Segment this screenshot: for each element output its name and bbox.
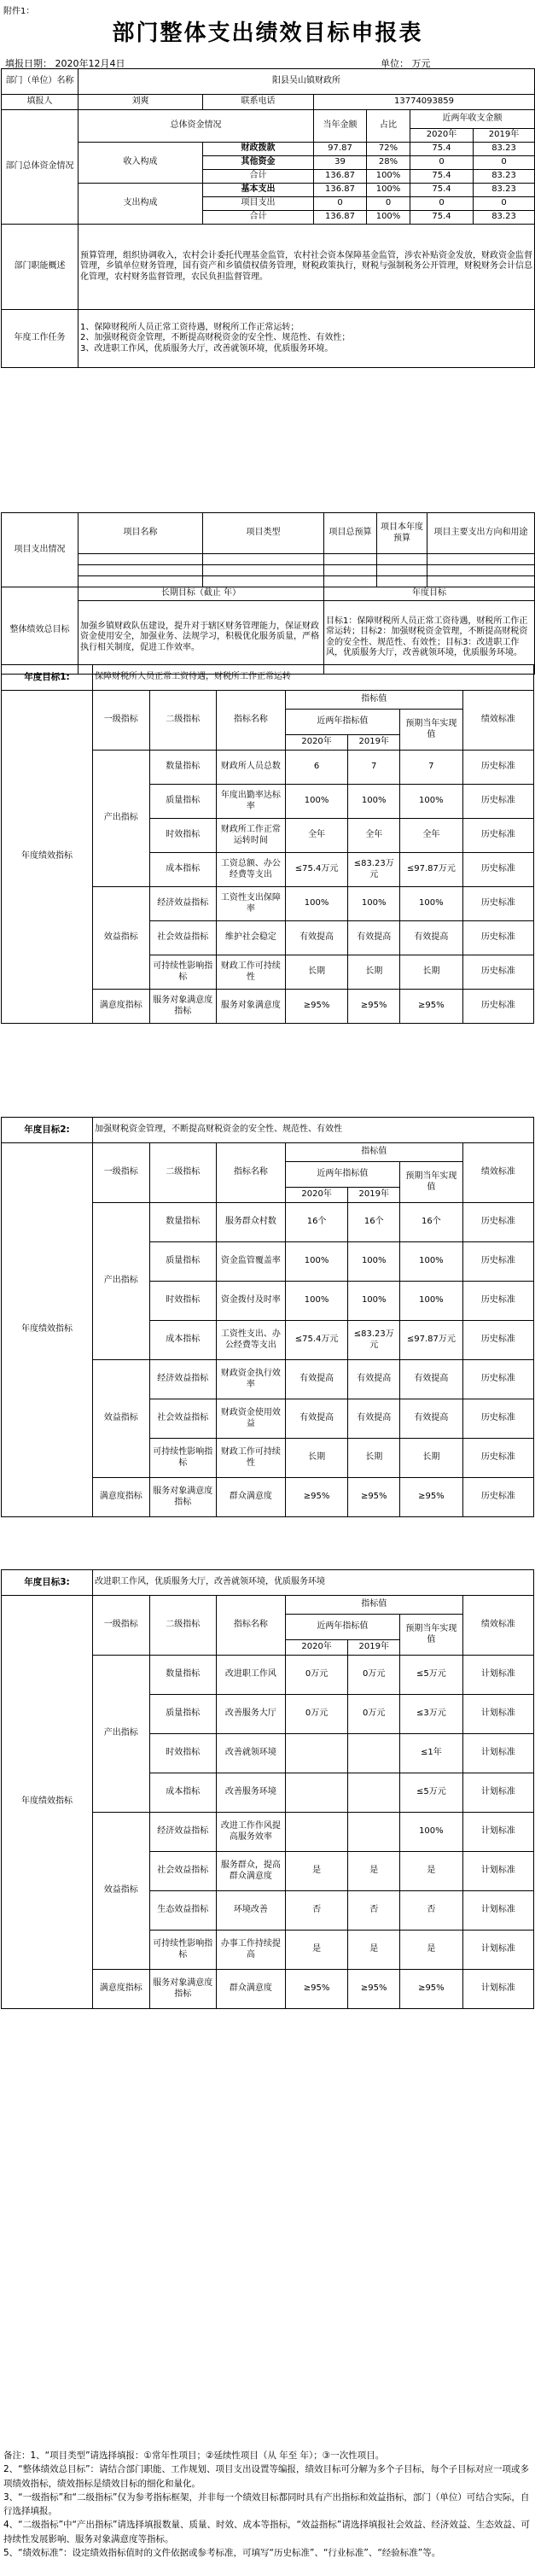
l2-cell: 数量指标	[149, 1203, 216, 1242]
target-text: 保障财税所人员正常工资待遇，财税所工作正常运转	[92, 665, 533, 691]
value-2019-cell	[348, 1734, 400, 1773]
target-block-2	[1, 1117, 534, 1517]
target-label: 年度目标1:	[2, 665, 93, 691]
value-2019-cell: 100%	[348, 1242, 400, 1282]
year-2020-header: 2020年	[285, 735, 348, 751]
basic-info-table	[1, 68, 535, 368]
indicator-name-cell: 群众满意度	[216, 1970, 285, 2009]
fund-row-amount: 0	[314, 197, 367, 211]
target-block-1	[1, 664, 534, 1024]
year-2019-header: 2019年	[348, 735, 400, 751]
basis-cell: 历史标准	[462, 921, 533, 955]
l2-cell: 可持续性影响指标	[149, 1439, 216, 1478]
expected-value-cell: ≥95%	[400, 990, 463, 1024]
l2-cell: 成本指标	[149, 1321, 216, 1360]
year-2020-header: 2020年	[410, 129, 474, 143]
value-2020-cell: 有效提高	[285, 1360, 348, 1399]
year-2020-header: 2020年	[285, 1188, 348, 1203]
target-text: 加强财税资金管理，不断提高财税资金的安全性、规范性、有效性	[92, 1118, 533, 1143]
expected-value-cell: 有效提高	[400, 1360, 463, 1399]
l2-header: 二级指标	[149, 691, 216, 751]
value-2019-cell: 100%	[348, 1282, 400, 1321]
project-name-header: 项目名称	[79, 513, 203, 554]
value-2019-cell: 100%	[348, 785, 400, 819]
l2-cell: 成本指标	[149, 1773, 216, 1813]
indicator-name-cell: 工资性支出保障率	[216, 887, 285, 921]
target-label: 年度目标3:	[2, 1570, 93, 1596]
l1-header: 一级指标	[92, 1596, 149, 1656]
dept-name-label: 部门（单位）名称	[2, 69, 79, 95]
value-2020-cell: 是	[285, 1931, 348, 1970]
fund-row-amount: 39	[314, 156, 367, 170]
l2-cell: 经济效益指标	[149, 1813, 216, 1852]
l1-cell: 效益指标	[92, 1360, 149, 1478]
expected-value-cell: 是	[400, 1852, 463, 1891]
l1-cell: 效益指标	[92, 1813, 149, 1970]
basis-cell: 历史标准	[462, 819, 533, 853]
value-2019-cell: 长期	[348, 955, 400, 990]
value-2019-cell: 全年	[348, 819, 400, 853]
fund-row-name: 财政拨款	[203, 143, 314, 156]
target-label: 年度目标2:	[2, 1118, 93, 1143]
note-line: 4、“二级指标”中“产出指标”请选择填报数量、质量、时效、成本等指标，“效益指标”请选择填报社会效益、经济效益、生态效益、可持续性发展影响、服务对象满意度等指标。	[3, 2520, 530, 2544]
value-2019-cell: 7	[348, 751, 400, 785]
l2-cell: 数量指标	[149, 751, 216, 785]
value-2019-cell	[348, 1813, 400, 1852]
annual-indicators-label: 年度绩效指标	[2, 691, 93, 1024]
expected-value-cell: 16个	[400, 1203, 463, 1242]
value-2020-cell: ≤75.4万元	[285, 853, 348, 887]
contact-label: 填报人	[2, 95, 79, 110]
fund-row-2019: 83.23	[474, 211, 535, 225]
fund-row-2020: 75.4	[410, 184, 474, 197]
basis-cell: 历史标准	[462, 1360, 533, 1399]
annual-indicators-label: 年度绩效指标	[2, 1596, 93, 2009]
fund-row-2019: 0	[474, 197, 535, 211]
fund-row-2020: 75.4	[410, 211, 474, 225]
fund-row-name: 项目支出	[203, 197, 314, 211]
fund-row-amount: 136.87	[314, 211, 367, 225]
value-2019-cell: 有效提高	[348, 1360, 400, 1399]
value-2019-cell: ≥95%	[348, 990, 400, 1024]
indicator-name-cell: 财政资金执行效率	[216, 1360, 285, 1399]
basis-cell: 历史标准	[462, 1321, 533, 1360]
basis-cell: 历史标准	[462, 990, 533, 1024]
l2-header: 二级指标	[149, 1596, 216, 1656]
expected-value-cell: 100%	[400, 1813, 463, 1852]
value-2020-cell: 长期	[285, 1439, 348, 1478]
l1-cell: 满意度指标	[92, 1478, 149, 1517]
basis-cell: 计划标准	[462, 1773, 533, 1813]
fund-row-2020: 75.4	[410, 143, 474, 156]
fund-row-2019: 0	[474, 156, 535, 170]
goals-label: 整体绩效总目标	[2, 587, 79, 675]
value-2020-cell: 0万元	[285, 1695, 348, 1734]
l2-cell: 数量指标	[149, 1656, 216, 1695]
value-2020-cell: 全年	[285, 819, 348, 853]
target-block-3	[1, 1569, 534, 2009]
indicator-values-header: 指标值	[285, 1143, 462, 1162]
expected-value-header: 预期当年实现值	[400, 710, 463, 751]
l1-header: 一级指标	[92, 1143, 149, 1203]
tasks-label: 年度工作任务	[2, 310, 79, 368]
value-2020-cell: 0万元	[285, 1656, 348, 1695]
value-2020-cell: 长期	[285, 955, 348, 990]
duty-text: 预算管理，组织协调收入，农村会计委托代理基金监管，农村社会资本保障基金监管，涉农补贴资金发放，财政资金监督管理，乡镇单位财务管理，国有资产和乡镇债权债务管理，财税政策执行，财税与强制税务公开管理，财税财务会计信息化管理，农村财务监督管理，农民负担监督管理。	[79, 225, 535, 310]
value-2020-cell: 有效提高	[285, 1399, 348, 1439]
l2-cell: 社会效益指标	[149, 1852, 216, 1891]
indicator-name-cell: 改善服务大厅	[216, 1695, 285, 1734]
indicator-name-cell: 财政工作可持续性	[216, 1439, 285, 1478]
l2-cell: 社会效益指标	[149, 1399, 216, 1439]
value-2019-cell: 否	[348, 1891, 400, 1931]
basis-cell: 计划标准	[462, 1970, 533, 2009]
indicator-name-cell: 财政工作可持续性	[216, 955, 285, 990]
l1-cell: 产出指标	[92, 1656, 149, 1813]
fund-row-name: 合计	[203, 211, 314, 225]
l2-cell: 可持续性影响指标	[149, 1931, 216, 1970]
l2-cell: 服务对象满意度指标	[149, 990, 216, 1024]
indicator-name-cell: 群众满意度	[216, 1478, 285, 1517]
l2-cell: 经济效益指标	[149, 1360, 216, 1399]
projects-label: 项目支出情况	[2, 513, 79, 587]
year-2019-header: 2019年	[474, 129, 535, 143]
annual-goal-header: 年度目标	[324, 587, 535, 601]
indicator-name-cell: 服务群众，提高群众满意度	[216, 1852, 285, 1891]
task-item: 3、改进职工作风，优质服务大厅，改善就领环境，优质服务环境。	[80, 343, 334, 353]
value-2019-cell: 0万元	[348, 1656, 400, 1695]
fund-row-ratio: 72%	[367, 143, 410, 156]
value-2020-cell: ≥95%	[285, 990, 348, 1024]
indicator-name-cell: 服务对象满意度	[216, 990, 285, 1024]
fund-row-2020: 75.4	[410, 170, 474, 184]
basis-cell: 历史标准	[462, 1478, 533, 1517]
expected-value-cell: 长期	[400, 1439, 463, 1478]
task-item: 2、加强财税资金管理，不断提高财税资金的安全性、规范性、有效性；	[80, 333, 351, 343]
year-2020-header: 2020年	[285, 1640, 348, 1656]
value-2020-cell	[285, 1773, 348, 1813]
fund-row-2020: 0	[410, 197, 474, 211]
basis-cell: 计划标准	[462, 1891, 533, 1931]
indicator-name-cell: 改进职工作风	[216, 1656, 285, 1695]
indicator-values-header: 指标值	[285, 1596, 462, 1615]
projects-goals-table	[1, 512, 535, 675]
value-2020-cell: 6	[285, 751, 348, 785]
fund-row-ratio: 100%	[367, 170, 410, 184]
basis-cell: 历史标准	[462, 1242, 533, 1282]
l2-cell: 质量指标	[149, 1242, 216, 1282]
value-2019-cell: 有效提高	[348, 1399, 400, 1439]
basis-cell: 历史标准	[462, 887, 533, 921]
expected-value-header: 预期当年实现值	[400, 1162, 463, 1203]
indicator-name-cell: 办事工作持续提高	[216, 1931, 285, 1970]
duty-label: 部门职能概述	[2, 225, 79, 310]
basis-cell: 计划标准	[462, 1813, 533, 1852]
basis-cell: 历史标准	[462, 1282, 533, 1321]
value-2020-cell: ≥95%	[285, 1970, 348, 2009]
basis-cell: 历史标准	[462, 853, 533, 887]
basis-cell: 历史标准	[462, 1439, 533, 1478]
l1-cell: 满意度指标	[92, 1970, 149, 2009]
l2-cell: 质量指标	[149, 785, 216, 819]
basis-cell: 历史标准	[462, 751, 533, 785]
basis-cell: 计划标准	[462, 1656, 533, 1695]
ratio-header: 占比	[367, 110, 410, 143]
basis-header: 绩效标准	[462, 1596, 533, 1656]
long-term-goal-text: 加强乡镇财政队伍建设，提升对于辖区财务管理能力，保证财政资金使用安全，加强业务、法规学习，积极优化服务质量，严格执行相关制度，促进工作效率。	[79, 601, 324, 675]
expected-value-cell: ≤1年	[400, 1734, 463, 1773]
value-2020-cell: 100%	[285, 1282, 348, 1321]
indicator-name-cell: 资金监管覆盖率	[216, 1242, 285, 1282]
value-2020-cell: 否	[285, 1891, 348, 1931]
l2-cell: 时效指标	[149, 819, 216, 853]
basis-cell: 计划标准	[462, 1852, 533, 1891]
value-2020-cell: 100%	[285, 785, 348, 819]
attachment-label: 附件1：	[3, 7, 35, 16]
expected-value-cell: 7	[400, 751, 463, 785]
l2-cell: 时效指标	[149, 1282, 216, 1321]
income-label: 收入构成	[79, 143, 203, 184]
indicator-name-cell: 财政资金使用效益	[216, 1399, 285, 1439]
value-2020-cell: 100%	[285, 1242, 348, 1282]
indicator-name-cell: 工资总额、办公经费等支出	[216, 853, 285, 887]
fund-row-ratio: 100%	[367, 184, 410, 197]
long-term-header: 长期目标（截止 年）	[79, 587, 324, 601]
overall-funds-label: 总体资金情况	[79, 110, 314, 143]
note-line: 2、“整体绩效总目标”：请结合部门职能、工作规划、项目支出设置等编报，绩效目标可分解为多个子目标，每个子目标对应一项或多项绩效指标，绩效指标是绩效目标的细化和量化。	[3, 2464, 530, 2489]
phone-label: 联系电话	[203, 95, 314, 110]
indicator-name-cell: 改进工作作风提高服务效率	[216, 1813, 285, 1852]
fund-row-name: 基本支出	[203, 184, 314, 197]
value-2019-cell	[348, 1773, 400, 1813]
target-text: 改进职工作风，优质服务大厅，改善就领环境，优质服务环境	[92, 1570, 533, 1596]
basis-header: 绩效标准	[462, 1143, 533, 1203]
recent-values-header: 近两年指标值	[285, 710, 399, 735]
note-line: 5、“绩效标准”：设定绩效指标值时的文件依据或参考标准，可填写“历史标准”、“行业标准”、“经验标准”等。	[3, 2547, 441, 2558]
basis-cell: 历史标准	[462, 1203, 533, 1242]
indicator-name-cell: 资金拨付及时率	[216, 1282, 285, 1321]
unit-label: 单位：	[381, 58, 409, 69]
expected-value-cell: ≤5万元	[400, 1773, 463, 1813]
expected-value-cell: ≤5万元	[400, 1656, 463, 1695]
indicator-name-header: 指标名称	[216, 1596, 285, 1656]
value-2019-cell: ≥95%	[348, 1970, 400, 2009]
dept-name-value: 阳县吴山镇财政所	[79, 69, 535, 95]
value-2019-cell: ≤83.23万元	[348, 853, 400, 887]
indicator-name-header: 指标名称	[216, 691, 285, 751]
l2-cell: 可持续性影响指标	[149, 955, 216, 990]
recent-values-header: 近两年指标值	[285, 1615, 399, 1640]
page-title: 部门整体支出绩效目标申报表	[112, 20, 423, 46]
contact-value: 刘爽	[79, 95, 203, 110]
value-2020-cell	[285, 1734, 348, 1773]
indicator-name-cell: 改善就领环境	[216, 1734, 285, 1773]
expected-value-cell: 是	[400, 1931, 463, 1970]
fund-row-2019: 83.23	[474, 184, 535, 197]
expected-value-cell: ≤3万元	[400, 1695, 463, 1734]
year-2019-header: 2019年	[348, 1640, 400, 1656]
note-line: 3、“一级指标”和“二级指标”仅为参考指标框架，并非每一个绩效目标都同时具有产出指标和效益指标，部门（单位）可结合实际，自行选择填报。	[3, 2491, 530, 2517]
expected-value-cell: 否	[400, 1891, 463, 1931]
expected-value-cell: 100%	[400, 887, 463, 921]
l2-cell: 成本指标	[149, 853, 216, 887]
annual-goal-text: 目标1：保障财税所人员正常工资待遇，财税所工作正常运转；目标2：加强财税资金管理，不断提高财税资金的安全性、规范性、有效性；目标3：改进职工作风，优质服务大厅，改善就领环境，优质服务环境。	[324, 601, 535, 675]
l2-cell: 质量指标	[149, 1695, 216, 1734]
value-2019-cell: 100%	[348, 887, 400, 921]
task-item: 1、保障财税所人员正常工资待遇，财税所工作正常运转；	[80, 322, 299, 332]
expected-value-cell: 100%	[400, 1282, 463, 1321]
fund-row-2019: 83.23	[474, 143, 535, 156]
expected-value-cell: 全年	[400, 819, 463, 853]
project-annual-header: 项目本年度预算	[377, 513, 427, 554]
year-2019-header: 2019年	[348, 1188, 400, 1203]
indicator-name-header: 指标名称	[216, 1143, 285, 1203]
l1-cell: 满意度指标	[92, 990, 149, 1024]
indicator-name-cell: 环境改善	[216, 1891, 285, 1931]
value-2019-cell: 0万元	[348, 1695, 400, 1734]
l2-cell: 经济效益指标	[149, 887, 216, 921]
fund-row-2019: 83.23	[474, 170, 535, 184]
l1-cell: 效益指标	[92, 887, 149, 990]
indicator-values-header: 指标值	[285, 691, 462, 710]
l2-cell: 社会效益指标	[149, 921, 216, 955]
l1-cell: 产出指标	[92, 1203, 149, 1360]
basis-header: 绩效标准	[462, 691, 533, 751]
fund-row-ratio: 0	[367, 197, 410, 211]
indicator-name-cell: 财政所人员总数	[216, 751, 285, 785]
l2-cell: 服务对象满意度指标	[149, 1970, 216, 2009]
basis-cell: 历史标准	[462, 1399, 533, 1439]
project-purpose-header: 项目主要支出方向和用途	[427, 513, 535, 554]
l1-cell: 产出指标	[92, 751, 149, 887]
annual-indicators-label: 年度绩效指标	[2, 1143, 93, 1517]
project-type-header: 项目类型	[203, 513, 324, 554]
basis-cell: 计划标准	[462, 1695, 533, 1734]
unit-value: 万元	[411, 58, 431, 69]
indicator-name-cell: 财政所工作正常运转时间	[216, 819, 285, 853]
expected-value-cell: ≥95%	[400, 1970, 463, 2009]
expense-label: 支出构成	[79, 184, 203, 225]
fund-row-amount: 136.87	[314, 170, 367, 184]
value-2019-cell: 有效提高	[348, 921, 400, 955]
value-2020-cell: ≥95%	[285, 1478, 348, 1517]
value-2019-cell: 16个	[348, 1203, 400, 1242]
l2-cell: 服务对象满意度指标	[149, 1478, 216, 1517]
notes	[3, 2449, 532, 2560]
amount-header: 当年金额	[314, 110, 367, 143]
expected-value-cell: 100%	[400, 785, 463, 819]
basis-cell: 计划标准	[462, 1931, 533, 1970]
fill-date-value: 2020年12月4日	[55, 58, 125, 69]
fund-row-ratio: 100%	[367, 211, 410, 225]
expected-value-cell: 长期	[400, 955, 463, 990]
phone-value: 13774093859	[314, 95, 535, 110]
fill-date-label: 填报日期：	[5, 58, 52, 69]
value-2019-cell: 是	[348, 1931, 400, 1970]
basis-cell: 历史标准	[462, 955, 533, 990]
expected-value-cell: 100%	[400, 1242, 463, 1282]
note-line: 备注：1、“项目类型”请选择填报：①常年性项目；②延续性项目（从 年至 年）；③一次性项目。	[3, 2450, 385, 2461]
fund-row-amount: 97.87	[314, 143, 367, 156]
indicator-name-cell: 工资性支出、办公经费等支出	[216, 1321, 285, 1360]
funds-section-label: 部门总体资金情况	[2, 110, 79, 225]
l2-cell: 生态效益指标	[149, 1891, 216, 1931]
indicator-name-cell: 服务群众村数	[216, 1203, 285, 1242]
l2-header: 二级指标	[149, 1143, 216, 1203]
basis-cell: 历史标准	[462, 785, 533, 819]
value-2020-cell: ≤75.4万元	[285, 1321, 348, 1360]
indicator-name-cell: 改善服务环境	[216, 1773, 285, 1813]
indicator-name-cell: 维护社会稳定	[216, 921, 285, 955]
value-2020-cell: 有效提高	[285, 921, 348, 955]
recent-values-header: 近两年指标值	[285, 1162, 399, 1188]
value-2020-cell: 是	[285, 1852, 348, 1891]
expected-value-cell: ≤97.87万元	[400, 1321, 463, 1360]
fund-row-name: 合计	[203, 170, 314, 184]
expected-value-cell: 有效提高	[400, 921, 463, 955]
fund-row-amount: 136.87	[314, 184, 367, 197]
value-2020-cell	[285, 1813, 348, 1852]
l2-cell: 时效指标	[149, 1734, 216, 1773]
value-2020-cell: 100%	[285, 887, 348, 921]
expected-value-cell: ≥95%	[400, 1478, 463, 1517]
indicator-name-cell: 年度出勤率达标率	[216, 785, 285, 819]
recent-two-years-header: 近两年收支金额	[410, 110, 535, 129]
expected-value-cell: 有效提高	[400, 1399, 463, 1439]
value-2020-cell: 16个	[285, 1203, 348, 1242]
fund-row-ratio: 28%	[367, 156, 410, 170]
tasks-list	[79, 310, 535, 368]
expected-value-header: 预期当年实现值	[400, 1615, 463, 1656]
basis-cell: 计划标准	[462, 1734, 533, 1773]
expected-value-cell: ≤97.87万元	[400, 853, 463, 887]
fund-row-name: 其他资金	[203, 156, 314, 170]
value-2019-cell: ≤83.23万元	[348, 1321, 400, 1360]
value-2019-cell: 长期	[348, 1439, 400, 1478]
fund-row-2020: 0	[410, 156, 474, 170]
value-2019-cell: ≥95%	[348, 1478, 400, 1517]
l1-header: 一级指标	[92, 691, 149, 751]
value-2019-cell: 是	[348, 1852, 400, 1891]
project-total-header: 项目总预算	[324, 513, 377, 554]
